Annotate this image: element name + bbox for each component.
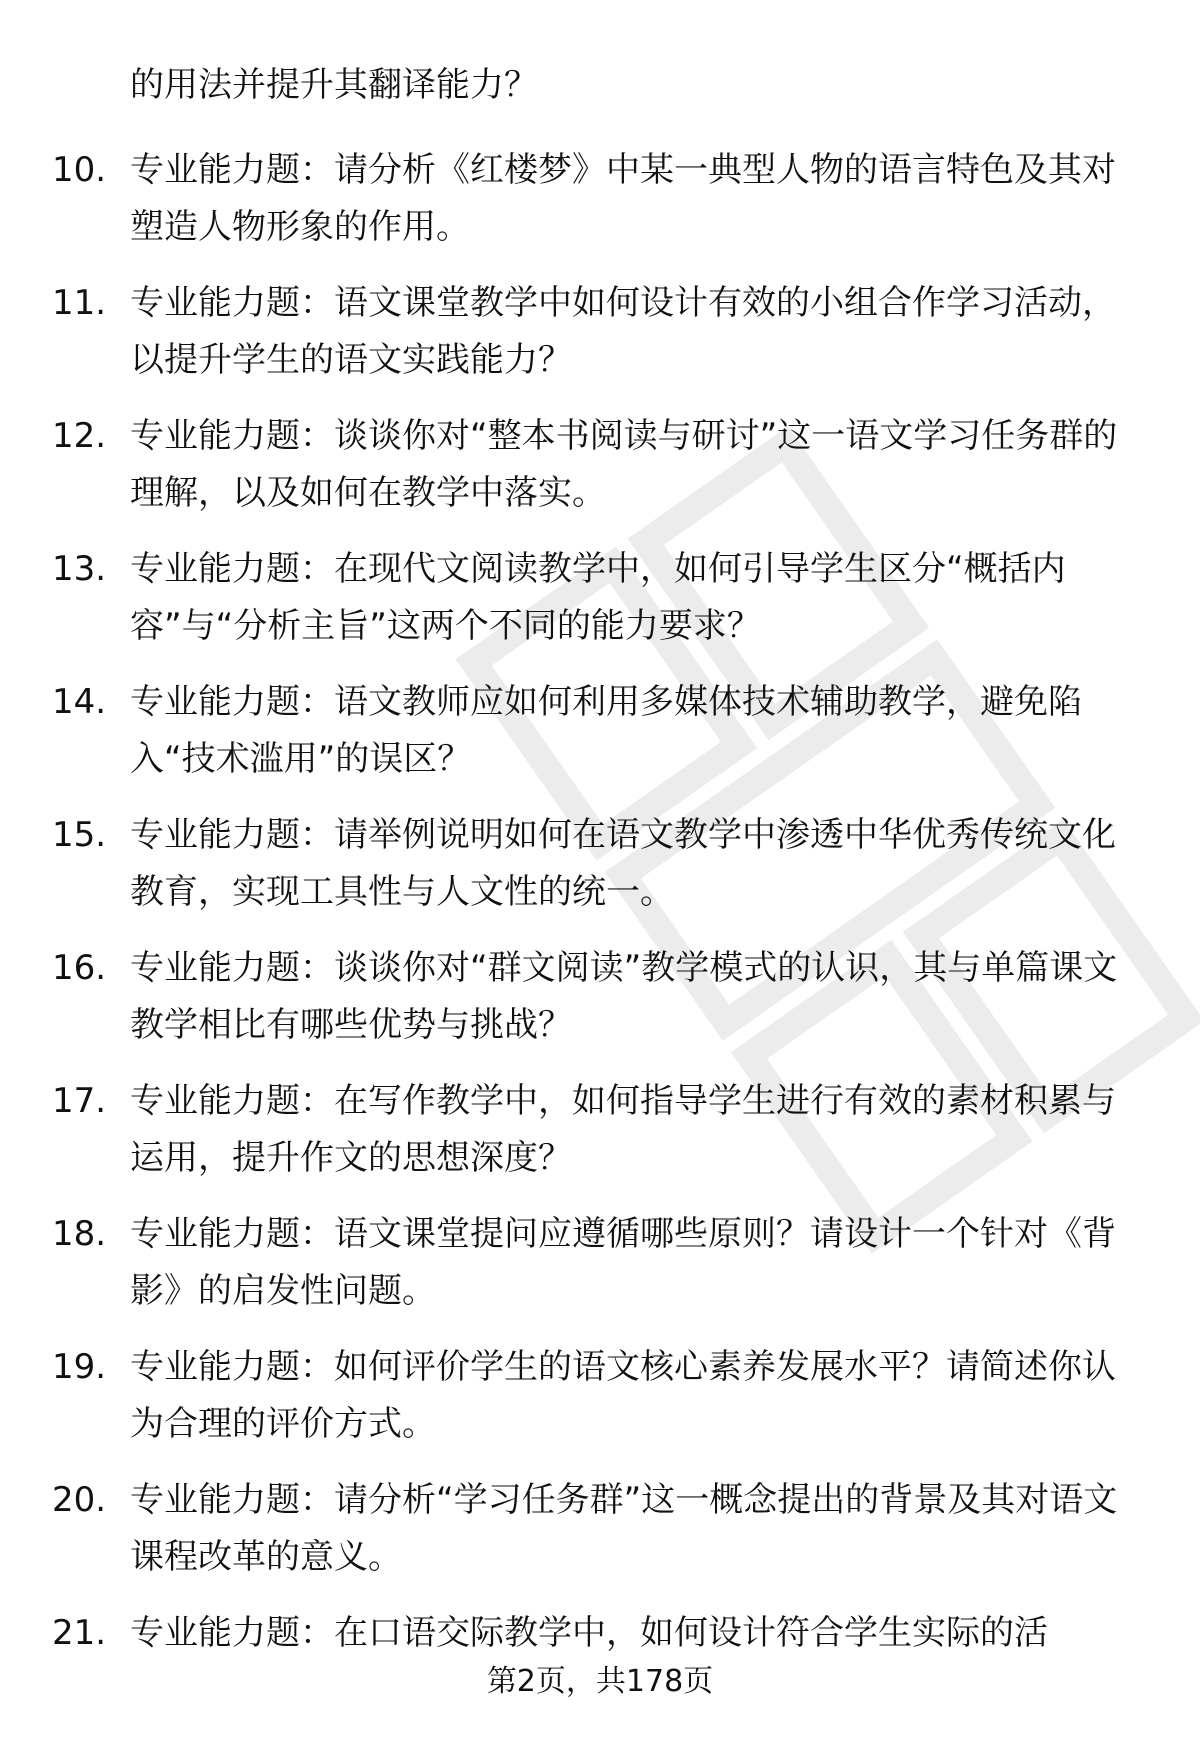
- question-text: 专业能力题：在现代文阅读教学中，如何引导学生区分“概括内容”与“分析主旨”这两个不同的能力要求？: [130, 549, 1066, 646]
- question-text: 专业能力题：请举例说明如何在语文教学中渗透中华优秀传统文化教育，实现工具性与人文性的统一。: [130, 815, 1116, 912]
- question-item: [0, 1209, 1200, 1342]
- question-text: 专业能力题：请分析“学习任务群”这一概念提出的背景及其对语文课程改革的意义。: [130, 1480, 1118, 1577]
- question-text: 专业能力题：语文课堂提问应遵循哪些原则？请设计一个针对《背影》的启发性问题。: [130, 1214, 1116, 1311]
- question-number: 20.: [52, 1480, 107, 1520]
- question-text: 专业能力题：在写作教学中，如何指导学生进行有效的素材积累与运用，提升作文的思想深度？: [130, 1081, 1116, 1178]
- question-number: 12.: [52, 416, 107, 456]
- page-footer: 第2页，共178页: [486, 1664, 714, 1699]
- question-item: [0, 411, 1200, 544]
- question-text: 专业能力题：请分析《红楼梦》中某一典型人物的语言特色及其对塑造人物形象的作用。: [130, 150, 1116, 247]
- question-text: 专业能力题：如何评价学生的语文核心素养发展水平？请简述你认为合理的评价方式。: [130, 1347, 1116, 1444]
- question-number: 10.: [52, 150, 107, 190]
- question-text: 专业能力题：谈谈你对“群文阅读”教学模式的认识，其与单篇课文教学相比有哪些优势与挑战？: [130, 948, 1118, 1045]
- continuation-text: 的用法并提升其翻译能力？: [130, 65, 538, 105]
- question-number: 15.: [52, 815, 107, 855]
- question-item: [0, 1342, 1200, 1475]
- question-number: 18.: [52, 1214, 107, 1254]
- question-item: [0, 145, 1200, 278]
- question-text: 专业能力题：谈谈你对“整本书阅读与研讨”这一语文学习任务群的理解，以及如何在教学中落实。: [130, 416, 1118, 513]
- question-number: 21.: [52, 1613, 107, 1653]
- question-number: 19.: [52, 1347, 107, 1387]
- question-number: 17.: [52, 1081, 107, 1121]
- question-item: [0, 544, 1200, 677]
- question-item: [0, 1076, 1200, 1209]
- question-number: 16.: [52, 948, 107, 988]
- question-item: [0, 810, 1200, 943]
- question-text: 专业能力题：语文教师应如何利用多媒体技术辅助教学，避免陷入“技术滥用”的误区？: [130, 682, 1082, 779]
- question-item: [0, 677, 1200, 810]
- question-number: 11.: [52, 283, 107, 323]
- question-number: 13.: [52, 549, 107, 589]
- question-item: [0, 943, 1200, 1076]
- question-number: 14.: [52, 682, 107, 722]
- question-text: 专业能力题：语文课堂教学中如何设计有效的小组合作学习活动，以提升学生的语文实践能力？: [130, 283, 1116, 380]
- question-item: [0, 1475, 1200, 1608]
- question-list: [0, 145, 1200, 1741]
- question-item: [0, 278, 1200, 411]
- question-text: 专业能力题：在口语交际教学中，如何设计符合学生实际的活: [130, 1613, 1048, 1653]
